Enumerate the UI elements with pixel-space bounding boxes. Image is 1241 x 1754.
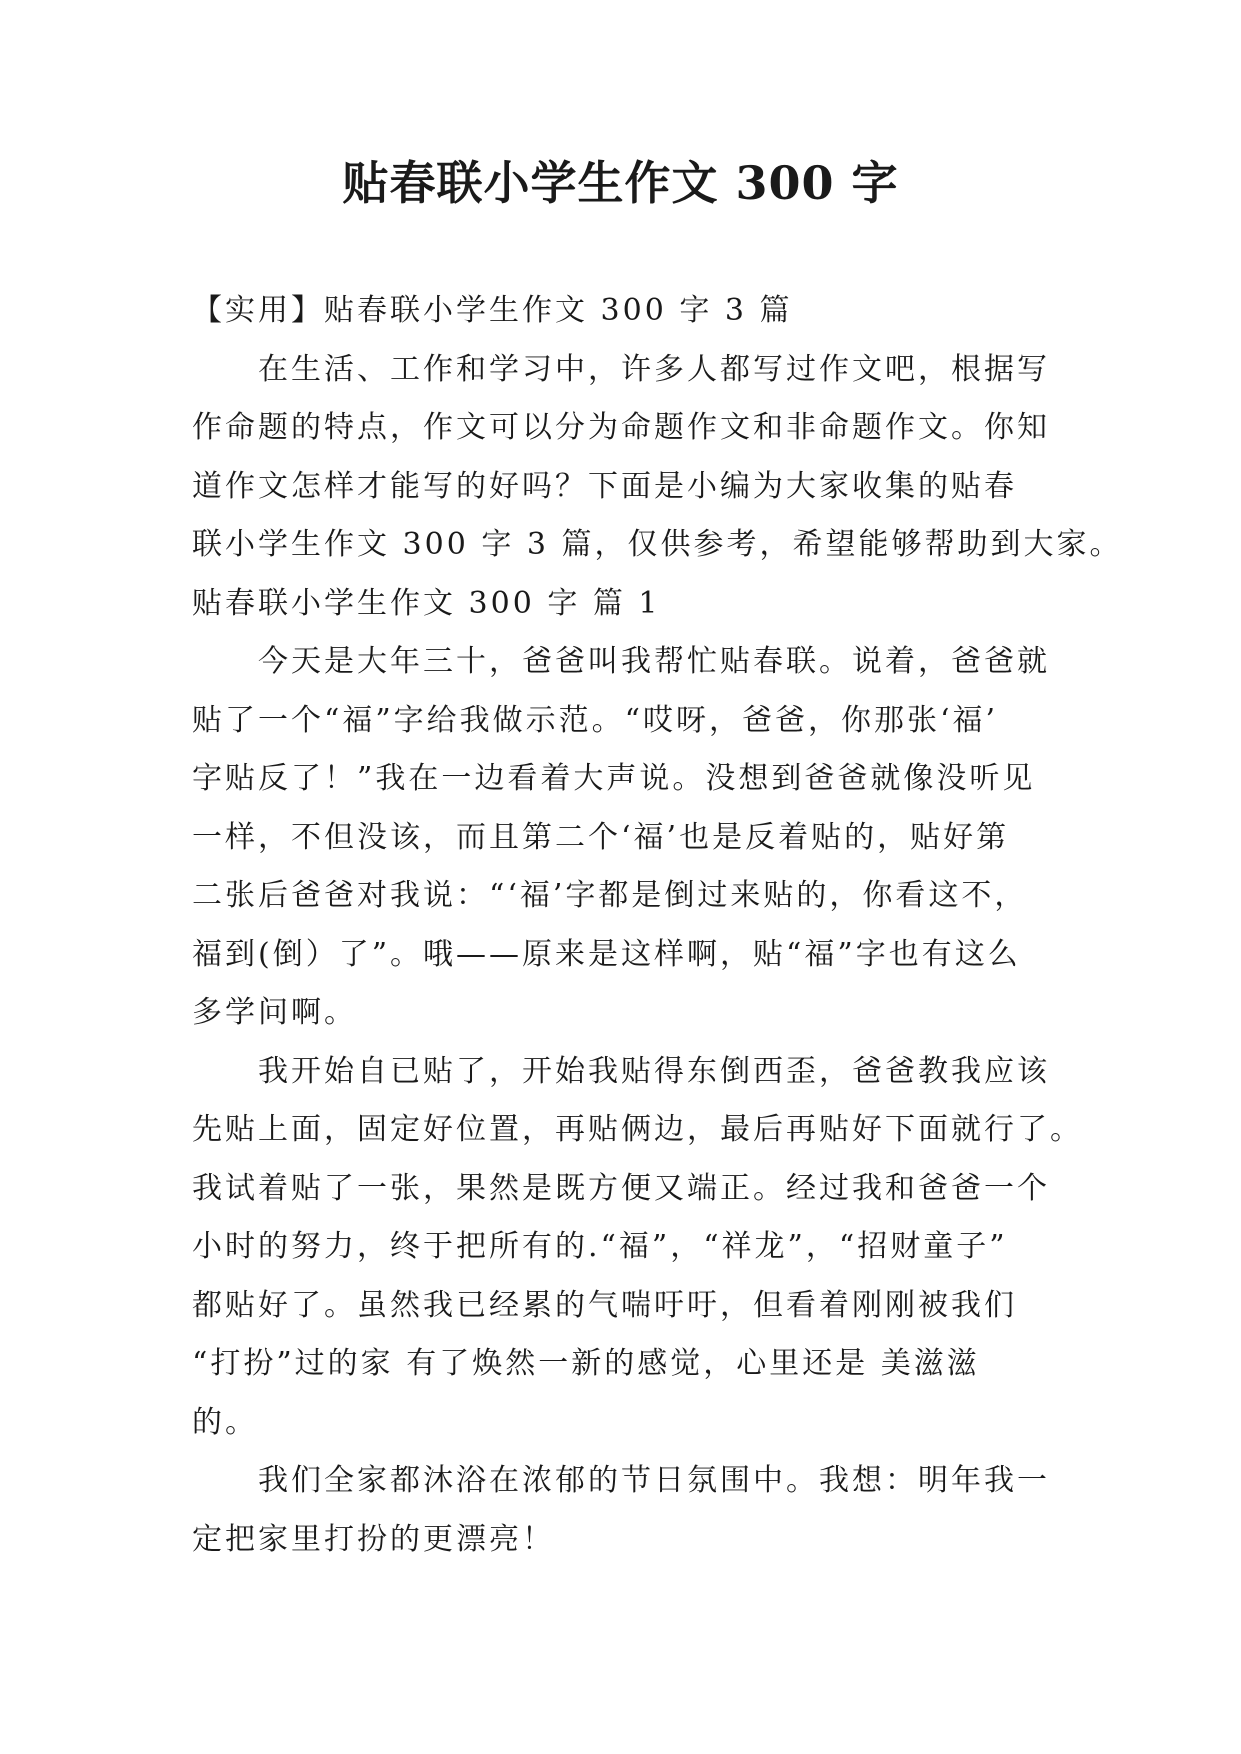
paragraph-line: 先贴上面，固定好位置，再贴俩边，最后再贴好下面就行了。 — [192, 1112, 1083, 1147]
paragraph-line: 一样，不但没该，而且第二个‘福’也是反着贴的，贴好第 — [192, 819, 1010, 855]
paragraph-line: 在生活、工作和学习中，许多人都写过作文吧，根据写 — [258, 351, 1050, 387]
subtitle-line: 【实用】贴春联小学生作文 300 字 3 篇 — [192, 293, 793, 328]
paragraph-line: “打扮”过的家 有了焕然一新的感觉，心里还是 美滋滋 — [192, 1346, 980, 1381]
document-title: 贴春联小学生作文 300 字 — [342, 156, 899, 210]
paragraph-line: 小时的努力，终于把所有的.“福”，“祥龙”，“招财童子” — [192, 1229, 1008, 1264]
paragraph-line: 二张后爸爸对我说：“‘福’字都是倒过来贴的，你看这不， — [192, 878, 1028, 913]
paragraph-line: 作命题的特点，作文可以分为命题作文和非命题作文。你知 — [192, 410, 1050, 445]
paragraph-line: 今天是大年三十，爸爸叫我帮忙贴春联。说着，爸爸就 — [258, 644, 1050, 679]
document-body — [192, 282, 1123, 1569]
paragraph-line: 多学问啊。 — [192, 995, 357, 1030]
paragraph-line: 我开始自已贴了，开始我贴得东倒西歪，爸爸教我应该 — [258, 1053, 1050, 1089]
paragraph-line: 定把家里打扮的更漂亮！ — [192, 1521, 555, 1557]
paragraph-line: 道作文怎样才能写的好吗？下面是小编为大家收集的贴春 — [192, 468, 1017, 504]
paragraph-line: 贴了一个“福”字给我做示范。“哎呀，爸爸，你那张‘福’ — [192, 702, 999, 738]
paragraph-line: 的。 — [192, 1404, 258, 1440]
paragraph-line: 都贴好了。虽然我已经累的气喘吁吁，但看着刚刚被我们 — [192, 1287, 1017, 1323]
paragraph-line: 我试着贴了一张，果然是既方便又端正。经过我和爸爸一个 — [192, 1170, 1050, 1206]
paragraph-line: 我们全家都沐浴在浓郁的节日氛围中。我想：明年我一 — [258, 1463, 1050, 1498]
section-heading: 贴春联小学生作文 300 字 篇 1 — [192, 585, 661, 621]
paragraph-line: 联小学生作文 300 字 3 篇，仅供参考，希望能够帮助到大家。 — [192, 527, 1123, 562]
paragraph-line: 字贴反了！”我在一边看着大声说。没想到爸爸就像没听见 — [192, 761, 1036, 796]
paragraph-line: 福到(倒）了”。哦——原来是这样啊，贴“福”字也有这么 — [192, 936, 1021, 972]
